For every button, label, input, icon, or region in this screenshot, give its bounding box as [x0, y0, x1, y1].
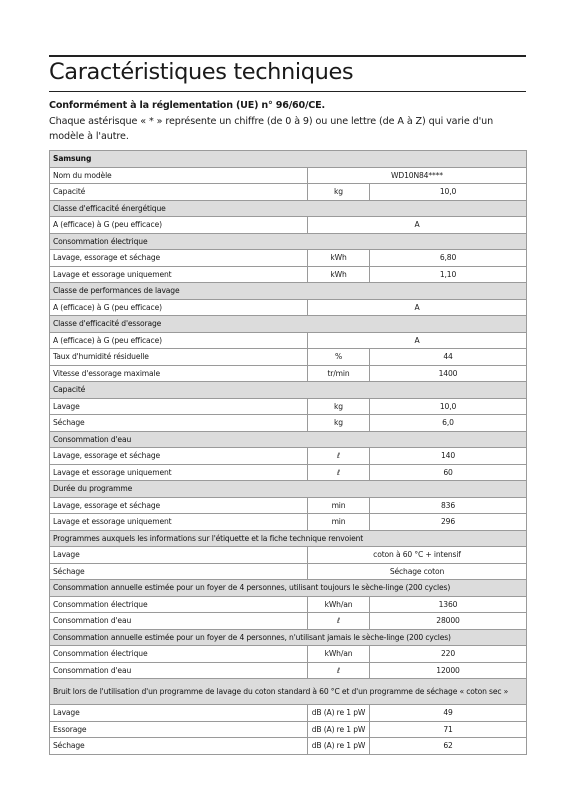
table-row	[50, 514, 527, 531]
spec-table-body	[50, 151, 527, 755]
row-label: Nom du modèle	[50, 167, 308, 184]
table-row	[50, 563, 527, 580]
section-header-row	[50, 580, 527, 597]
table-row	[50, 332, 527, 349]
row-label: Consommation d'eau	[50, 613, 308, 630]
row-value: 44	[370, 349, 527, 366]
section-label: Classe de performances de lavage	[50, 283, 527, 300]
section-header-row	[50, 629, 527, 646]
row-unit: ℓ	[308, 613, 370, 630]
row-label: Lavage et essorage uniquement	[50, 464, 308, 481]
page-title: Caractéristiques techniques	[49, 59, 354, 85]
table-row	[50, 365, 527, 382]
section-label: Consommation annuelle estimée pour un foyer de 4 personnes, utilisant toujours le sèche-linge (200 cycles)	[50, 580, 527, 597]
row-value: 71	[370, 721, 527, 738]
row-label: Lavage, essorage et séchage	[50, 448, 308, 465]
row-value: 12000	[370, 662, 527, 679]
table-row	[50, 547, 527, 564]
row-value: 60	[370, 464, 527, 481]
row-unit: kg	[308, 398, 370, 415]
row-unit: dB (A) re 1 pW	[308, 705, 370, 722]
row-value: 836	[370, 497, 527, 514]
table-row	[50, 596, 527, 613]
table-row	[50, 184, 527, 201]
row-unit: kWh/an	[308, 646, 370, 663]
section-header-row	[50, 530, 527, 547]
row-label: Essorage	[50, 721, 308, 738]
row-label: A (efficace) à G (peu efficace)	[50, 299, 308, 316]
table-row	[50, 662, 527, 679]
title-bar	[49, 55, 526, 88]
section-label: Capacité	[50, 382, 527, 399]
row-label: Séchage	[50, 738, 308, 755]
row-unit: %	[308, 349, 370, 366]
table-row	[50, 250, 527, 267]
row-unit: kWh	[308, 250, 370, 267]
row-label: Taux d'humidité résiduelle	[50, 349, 308, 366]
row-unit: min	[308, 497, 370, 514]
row-unit: kWh/an	[308, 596, 370, 613]
section-header-row	[50, 481, 527, 498]
row-label: Consommation électrique	[50, 596, 308, 613]
row-unit: kWh	[308, 266, 370, 283]
section-header-row	[50, 382, 527, 399]
row-label: Séchage	[50, 415, 308, 432]
row-value: 1,10	[370, 266, 527, 283]
row-value: A	[308, 299, 527, 316]
table-row	[50, 266, 527, 283]
row-value: 140	[370, 448, 527, 465]
spec-table	[49, 150, 527, 755]
title-rule	[49, 91, 526, 92]
table-row	[50, 705, 527, 722]
row-label: Vitesse d'essorage maximale	[50, 365, 308, 382]
section-header-row	[50, 283, 527, 300]
row-label: Lavage	[50, 547, 308, 564]
row-value: A	[308, 332, 527, 349]
table-row	[50, 415, 527, 432]
table-row	[50, 497, 527, 514]
row-value: WD10N84****	[308, 167, 527, 184]
section-label: Consommation annuelle estimée pour un foyer de 4 personnes, n'utilisant jamais le sèche-linge (200 cycles)	[50, 629, 527, 646]
row-value: 49	[370, 705, 527, 722]
table-row	[50, 349, 527, 366]
intro	[49, 99, 526, 144]
row-unit: dB (A) re 1 pW	[308, 721, 370, 738]
section-header-row	[50, 679, 527, 705]
row-value: 62	[370, 738, 527, 755]
table-row	[50, 613, 527, 630]
conformity-statement: Conformément à la réglementation (UE) n° 96/60/CE.	[49, 100, 325, 111]
row-label: A (efficace) à G (peu efficace)	[50, 332, 308, 349]
table-row	[50, 167, 527, 184]
row-value: 10,0	[370, 184, 527, 201]
row-label: Lavage et essorage uniquement	[50, 266, 308, 283]
section-label: Classe d'efficacité d'essorage	[50, 316, 527, 333]
row-label: Lavage	[50, 705, 308, 722]
row-value: 6,80	[370, 250, 527, 267]
section-label: Programmes auxquels les informations sur l'étiquette et la fiche technique renvoient	[50, 530, 527, 547]
section-header-row	[50, 233, 527, 250]
table-row	[50, 398, 527, 415]
row-unit: kg	[308, 184, 370, 201]
row-unit: dB (A) re 1 pW	[308, 738, 370, 755]
section-label: Durée du programme	[50, 481, 527, 498]
asterisk-note: Chaque astérisque « * » représente un chiffre (de 0 à 9) ou une lettre (de A à Z) qui varie d'un modèle à l'autre.	[49, 116, 494, 142]
table-row	[50, 721, 527, 738]
row-unit: ℓ	[308, 662, 370, 679]
section-header-row	[50, 316, 527, 333]
section-header-row	[50, 431, 527, 448]
row-label: Lavage, essorage et séchage	[50, 497, 308, 514]
section-label: Consommation d'eau	[50, 431, 527, 448]
row-unit: ℓ	[308, 448, 370, 465]
table-row	[50, 738, 527, 755]
row-value: coton à 60 °C + intensif	[308, 547, 527, 564]
section-label: Samsung	[50, 151, 527, 168]
row-unit: ℓ	[308, 464, 370, 481]
row-value: 220	[370, 646, 527, 663]
row-value: 1400	[370, 365, 527, 382]
row-unit: kg	[308, 415, 370, 432]
table-row	[50, 448, 527, 465]
table-row	[50, 646, 527, 663]
row-value: 10,0	[370, 398, 527, 415]
row-value: 1360	[370, 596, 527, 613]
section-label: Classe d'efficacité énergétique	[50, 200, 527, 217]
table-row	[50, 217, 527, 234]
section-header-row	[50, 151, 527, 168]
row-value: 6,0	[370, 415, 527, 432]
row-label: Consommation électrique	[50, 646, 308, 663]
row-value: Séchage coton	[308, 563, 527, 580]
section-label: Consommation électrique	[50, 233, 527, 250]
row-unit: tr/min	[308, 365, 370, 382]
row-value: A	[308, 217, 527, 234]
row-label: Consommation d'eau	[50, 662, 308, 679]
row-unit: min	[308, 514, 370, 531]
row-label: Lavage, essorage et séchage	[50, 250, 308, 267]
table-row	[50, 299, 527, 316]
row-label: Capacité	[50, 184, 308, 201]
row-value: 296	[370, 514, 527, 531]
row-value: 28000	[370, 613, 527, 630]
row-label: Lavage et essorage uniquement	[50, 514, 308, 531]
section-label: Bruit lors de l'utilisation d'un programme de lavage du coton standard à 60 °C et d'un programme de séchage « coton sec »	[50, 679, 527, 705]
row-label: Séchage	[50, 563, 308, 580]
row-label: Lavage	[50, 398, 308, 415]
row-label: A (efficace) à G (peu efficace)	[50, 217, 308, 234]
table-row	[50, 464, 527, 481]
section-header-row	[50, 200, 527, 217]
spec-page	[49, 55, 526, 755]
